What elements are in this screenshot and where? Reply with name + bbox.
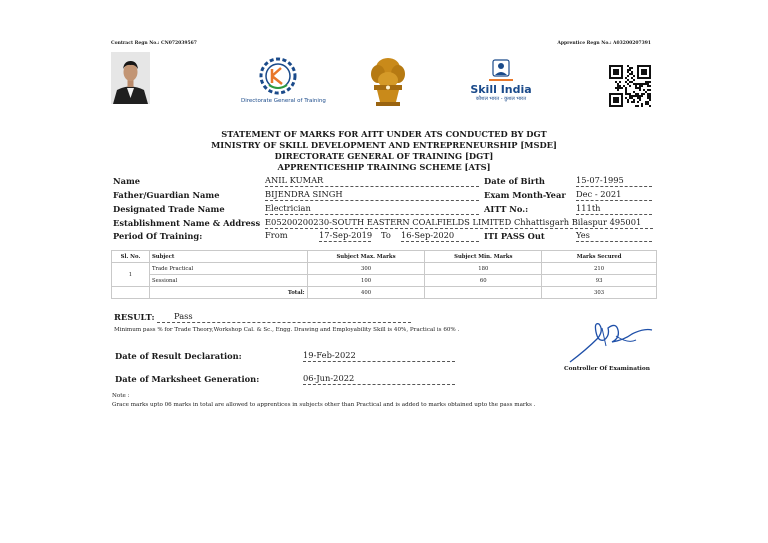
establishment-label: Establishment Name & Address	[113, 218, 261, 228]
table-total-row	[112, 287, 657, 299]
dgt-logo-text: Directorate General of Training	[241, 98, 326, 104]
period-from-value: 17-Sep-2019	[319, 230, 373, 240]
dgt-gear-icon	[241, 55, 317, 97]
sl-no-cell: 1	[112, 263, 150, 287]
marksheet-generation-label: Date of Marksheet Generation:	[115, 374, 260, 384]
marks-table	[111, 250, 657, 299]
skill-india-emblem-icon	[466, 58, 536, 84]
result-declaration-value: 19-Feb-2022	[303, 350, 455, 362]
max-marks-cell: 100	[307, 275, 425, 287]
note-label: Note :	[112, 393, 130, 399]
total-empty-cell	[112, 287, 150, 299]
subject-cell: Sessional	[149, 275, 307, 287]
father-name-value: BIJENDRA SINGH	[265, 189, 479, 201]
col-header-subject: Subject	[149, 251, 307, 263]
result-label: RESULT:	[114, 312, 155, 322]
trade-name-label: Designated Trade Name	[113, 204, 225, 214]
statement-title: STATEMENT OF MARKS FOR AITT UNDER ATS CONDUCTED BY DGT	[221, 129, 547, 139]
pass-criteria-note: Minimum pass % for Trade Theory,Workshop Cal. & Sc., Engg. Drawing and Employability Skill is 40%, Practical is 60% .	[114, 327, 460, 333]
marksheet-generation-value: 06-Jun-2022	[303, 373, 455, 385]
subject-cell: Trade Practical	[149, 263, 307, 275]
result-value: Pass	[157, 311, 411, 323]
col-header-min-marks: Subject Min. Marks	[425, 251, 542, 263]
signature-icon	[566, 316, 658, 366]
skill-india-wordmark: Skill India	[470, 83, 532, 96]
establishment-value: E05200200230-SOUTH EASTERN COALFIELDS LIMITED Chhattisgarh Bilaspur 495001	[265, 217, 653, 229]
dob-value: 15-07-1995	[576, 175, 652, 187]
total-marks-secured: 303	[542, 287, 657, 299]
name-label: Name	[113, 176, 141, 186]
exam-month-year-value: Dec - 2021	[576, 189, 652, 201]
iti-pass-out-value: Yes	[576, 230, 652, 242]
table-header-row	[112, 251, 657, 263]
period-from-label: From	[265, 230, 288, 240]
grace-marks-note: Grace marks upto 06 marks in total are allowed to apprentices in subjects other than Practical and is added to marks obtained upto the pass marks .	[112, 402, 536, 408]
aitt-no-value: 111th	[576, 203, 652, 215]
aitt-no-label: AITT No.:	[484, 204, 529, 214]
exam-month-year-label: Exam Month-Year	[484, 190, 566, 200]
period-of-training-label: Period Of Training:	[113, 231, 203, 241]
marks-secured-cell: 93	[542, 275, 657, 287]
total-max-marks: 400	[307, 287, 425, 299]
period-to-value: 16-Sep-2020	[401, 230, 479, 242]
candidate-photo	[111, 52, 150, 104]
contract-regn-no: Contract Regn No.: CN072039567	[111, 41, 197, 46]
dob-label: Date of Birth	[484, 176, 545, 186]
total-label: Total:	[149, 287, 307, 299]
qr-code-icon	[609, 65, 651, 107]
period-to-label: To	[381, 230, 391, 240]
col-header-marks-secured: Marks Secured	[542, 251, 657, 263]
national-emblem	[368, 54, 408, 110]
qr-code	[609, 65, 651, 107]
table-row	[112, 263, 657, 275]
dgt-logo	[241, 55, 326, 107]
min-marks-cell: 60	[425, 275, 542, 287]
name-value: ANIL KUMAR	[265, 175, 479, 187]
min-marks-cell: 180	[425, 263, 542, 275]
max-marks-cell: 300	[307, 263, 425, 275]
iti-pass-out-label: ITI PASS Out	[484, 231, 545, 241]
total-min-empty-cell	[425, 287, 542, 299]
skill-india-logo	[466, 58, 536, 108]
col-header-sl-no: Sl. No.	[112, 251, 150, 263]
marks-secured-cell: 210	[542, 263, 657, 275]
controller-of-examination: Controller Of Examination	[564, 366, 650, 372]
result-declaration-label: Date of Result Declaration:	[115, 351, 242, 361]
father-name-label: Father/Guardian Name	[113, 190, 220, 200]
skill-india-tagline: कौशल भारत - कुशल भारत	[475, 96, 527, 102]
table-row	[112, 275, 657, 287]
trade-name-value: Electrician	[265, 203, 479, 215]
apprentice-regn-no: Apprentice Regn No.: A03200207391	[557, 41, 651, 46]
ministry-title: MINISTRY OF SKILL DEVELOPMENT AND ENTREPRENEURSHIP [MSDE]	[211, 140, 557, 150]
directorate-title: DIRECTORATE GENERAL OF TRAINING [DGT]	[274, 151, 494, 161]
scheme-title: APPRENTICESHIP TRAINING SCHEME [ATS]	[277, 162, 491, 172]
ashoka-lion-emblem-icon	[368, 54, 408, 110]
col-header-max-marks: Subject Max. Marks	[307, 251, 425, 263]
controller-signature	[566, 316, 658, 366]
